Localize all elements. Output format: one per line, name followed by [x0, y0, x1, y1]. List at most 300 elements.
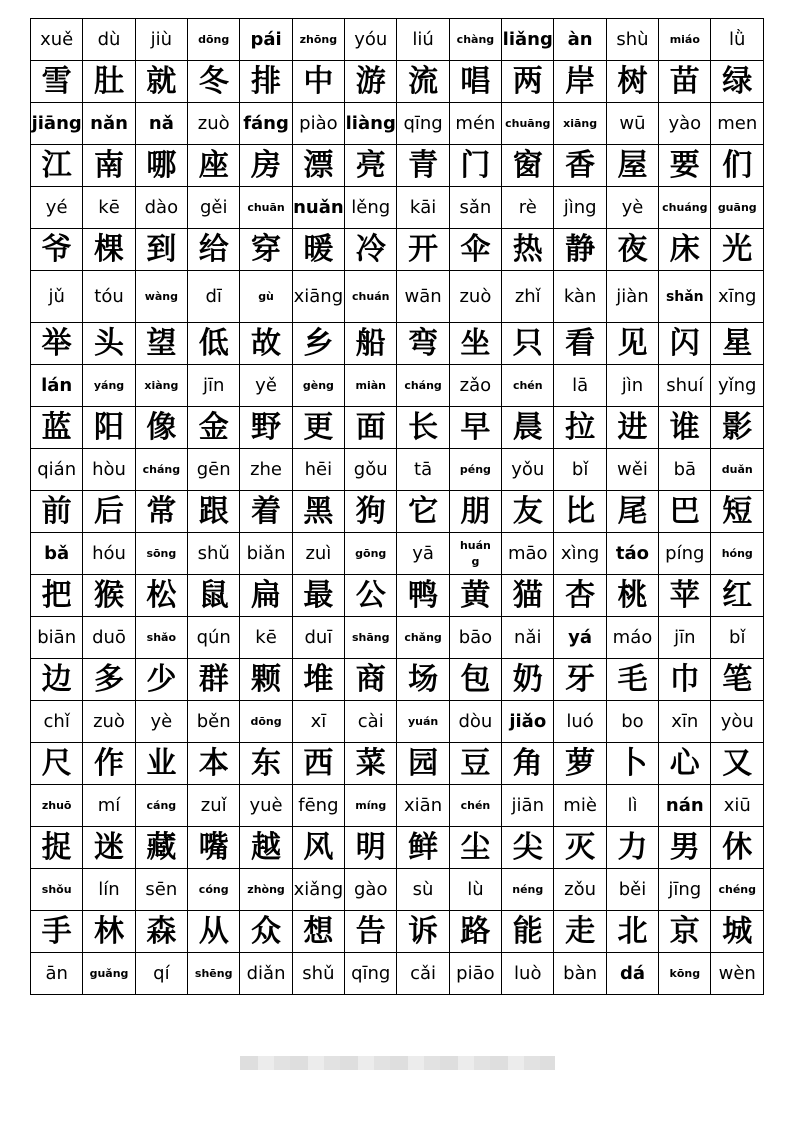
pinyin-cell: hēi [292, 449, 344, 491]
pinyin-cell: xiū [711, 785, 764, 827]
pinyin-cell: yuán [397, 701, 449, 743]
pinyin-cell: táo [606, 533, 658, 575]
pinyin-cell: zhǐ [502, 271, 554, 323]
pinyin-cell: yóu [345, 19, 397, 61]
pinyin-cell: dōng [240, 701, 292, 743]
hanzi-cell: 作 [83, 743, 135, 785]
pinyin-cell: chǎng [397, 617, 449, 659]
pinyin-cell: qián [31, 449, 83, 491]
pinyin-cell: yòu [711, 701, 764, 743]
hanzi-cell: 城 [711, 911, 764, 953]
pinyin-cell: zuǐ [188, 785, 240, 827]
pinyin-cell: zuò [188, 103, 240, 145]
pinyin-cell: cǎi [397, 953, 449, 995]
hanzi-cell: 黄 [449, 575, 501, 617]
pinyin-cell: biǎn [240, 533, 292, 575]
pinyin-cell: yá [554, 617, 606, 659]
hanzi-cell: 江 [31, 145, 83, 187]
pinyin-cell: běn [188, 701, 240, 743]
pinyin-cell: piào [292, 103, 344, 145]
pinyin-cell: shāng [345, 617, 397, 659]
pinyin-cell: tóu [83, 271, 135, 323]
pinyin-cell: kē [83, 187, 135, 229]
hanzi-cell: 阳 [83, 407, 135, 449]
pinyin-cell: rè [502, 187, 554, 229]
pinyin-cell: zhòng [240, 869, 292, 911]
hanzi-cell: 青 [397, 145, 449, 187]
pinyin-cell: gù [240, 271, 292, 323]
pinyin-cell: luò [502, 953, 554, 995]
pinyin-cell: chén [502, 365, 554, 407]
pinyin-cell: dá [606, 953, 658, 995]
pinyin-cell: bàn [554, 953, 606, 995]
pinyin-cell: yǐng [711, 365, 764, 407]
hanzi-cell: 明 [345, 827, 397, 869]
hanzi-cell: 树 [606, 61, 658, 103]
pinyin-row [31, 187, 764, 229]
hanzi-cell: 床 [659, 229, 711, 271]
pinyin-cell: yě [240, 365, 292, 407]
hanzi-cell: 商 [345, 659, 397, 701]
pinyin-cell: miè [554, 785, 606, 827]
pinyin-cell: huáng [449, 533, 501, 575]
pinyin-cell: nǎi [502, 617, 554, 659]
pinyin-cell: wān [397, 271, 449, 323]
hanzi-cell: 门 [449, 145, 501, 187]
pinyin-cell: zhōng [292, 19, 344, 61]
pinyin-cell: chuān [240, 187, 292, 229]
pinyin-cell: sōng [135, 533, 187, 575]
hanzi-pinyin-table [30, 18, 764, 995]
hanzi-cell: 萝 [554, 743, 606, 785]
hanzi-cell: 们 [711, 145, 764, 187]
pinyin-cell: dòu [449, 701, 501, 743]
pinyin-cell: xī [292, 701, 344, 743]
hanzi-cell: 苗 [659, 61, 711, 103]
hanzi-cell: 众 [240, 911, 292, 953]
hanzi-cell: 举 [31, 323, 83, 365]
pinyin-cell: shù [606, 19, 658, 61]
hanzi-cell: 男 [659, 827, 711, 869]
pinyin-cell: chéng [711, 869, 764, 911]
pinyin-cell: chén [449, 785, 501, 827]
hanzi-cell: 哪 [135, 145, 187, 187]
hanzi-cell: 热 [502, 229, 554, 271]
hanzi-cell: 群 [188, 659, 240, 701]
pinyin-cell: cháng [135, 449, 187, 491]
hanzi-row [31, 323, 764, 365]
hanzi-cell: 排 [240, 61, 292, 103]
hanzi-cell: 能 [502, 911, 554, 953]
hanzi-cell: 藏 [135, 827, 187, 869]
hanzi-cell: 游 [345, 61, 397, 103]
pinyin-cell: xiān [397, 785, 449, 827]
hanzi-cell: 角 [502, 743, 554, 785]
pinyin-cell: chuán [345, 271, 397, 323]
pinyin-cell: xīng [711, 271, 764, 323]
pinyin-cell: jiàn [606, 271, 658, 323]
hanzi-cell: 长 [397, 407, 449, 449]
hanzi-cell: 晨 [502, 407, 554, 449]
pinyin-cell: pái [240, 19, 292, 61]
pinyin-cell: wèn [711, 953, 764, 995]
hanzi-cell: 园 [397, 743, 449, 785]
pinyin-cell: men [711, 103, 764, 145]
hanzi-cell: 穿 [240, 229, 292, 271]
pinyin-cell: sēn [135, 869, 187, 911]
pinyin-cell: cài [345, 701, 397, 743]
pinyin-cell: lán [31, 365, 83, 407]
pinyin-cell: mén [449, 103, 501, 145]
pinyin-cell: miáo [659, 19, 711, 61]
pinyin-cell: liú [397, 19, 449, 61]
hanzi-row [31, 911, 764, 953]
hanzi-cell: 后 [83, 491, 135, 533]
hanzi-cell: 多 [83, 659, 135, 701]
pinyin-cell: xuě [31, 19, 83, 61]
hanzi-cell: 力 [606, 827, 658, 869]
pinyin-cell: kàn [554, 271, 606, 323]
pinyin-row [31, 271, 764, 323]
hanzi-cell: 边 [31, 659, 83, 701]
hanzi-cell: 苹 [659, 575, 711, 617]
pinyin-cell: qīng [345, 953, 397, 995]
hanzi-cell: 像 [135, 407, 187, 449]
pinyin-cell: jiāng [31, 103, 83, 145]
hanzi-cell: 给 [188, 229, 240, 271]
hanzi-cell: 南 [83, 145, 135, 187]
hanzi-cell: 要 [659, 145, 711, 187]
pinyin-cell: fáng [240, 103, 292, 145]
pinyin-cell: lì [606, 785, 658, 827]
pinyin-cell: gěi [188, 187, 240, 229]
pinyin-cell: bǐ [711, 617, 764, 659]
pinyin-cell: nǎn [83, 103, 135, 145]
pinyin-cell: luó [554, 701, 606, 743]
hanzi-cell: 东 [240, 743, 292, 785]
pinyin-cell: jìn [606, 365, 658, 407]
pinyin-cell: bǎ [31, 533, 83, 575]
hanzi-cell: 场 [397, 659, 449, 701]
pinyin-row [31, 533, 764, 575]
pinyin-cell: lǜ [711, 19, 764, 61]
pinyin-cell: diǎn [240, 953, 292, 995]
hanzi-cell: 猴 [83, 575, 135, 617]
hanzi-cell: 公 [345, 575, 397, 617]
hanzi-cell: 心 [659, 743, 711, 785]
pinyin-cell: shǒu [31, 869, 83, 911]
pinyin-cell: zǒu [554, 869, 606, 911]
pinyin-cell: cáng [135, 785, 187, 827]
pinyin-cell: yào [659, 103, 711, 145]
hanzi-cell: 尘 [449, 827, 501, 869]
hanzi-cell: 拉 [554, 407, 606, 449]
hanzi-cell: 唱 [449, 61, 501, 103]
hanzi-cell: 面 [345, 407, 397, 449]
hanzi-cell: 笔 [711, 659, 764, 701]
hanzi-cell: 看 [554, 323, 606, 365]
hanzi-cell: 西 [292, 743, 344, 785]
pinyin-cell: nuǎn [292, 187, 344, 229]
hanzi-cell: 影 [711, 407, 764, 449]
pinyin-row [31, 701, 764, 743]
hanzi-row [31, 491, 764, 533]
pinyin-cell: zhuō [31, 785, 83, 827]
hanzi-cell: 香 [554, 145, 606, 187]
pinyin-cell: shǎo [135, 617, 187, 659]
hanzi-cell: 想 [292, 911, 344, 953]
hanzi-row [31, 407, 764, 449]
hanzi-cell: 爷 [31, 229, 83, 271]
pinyin-cell: gēn [188, 449, 240, 491]
hanzi-cell: 就 [135, 61, 187, 103]
hanzi-cell: 尺 [31, 743, 83, 785]
pinyin-cell: sǎn [449, 187, 501, 229]
pinyin-cell: piāo [449, 953, 501, 995]
pinyin-cell: kāi [397, 187, 449, 229]
hanzi-cell: 跟 [188, 491, 240, 533]
pinyin-cell: miàn [345, 365, 397, 407]
pinyin-cell: māo [502, 533, 554, 575]
hanzi-cell: 迷 [83, 827, 135, 869]
pinyin-cell: cháng [397, 365, 449, 407]
pinyin-cell: xiàng [135, 365, 187, 407]
hanzi-cell: 星 [711, 323, 764, 365]
pinyin-cell: wěi [606, 449, 658, 491]
pinyin-cell: gōng [345, 533, 397, 575]
hanzi-cell: 业 [135, 743, 187, 785]
pinyin-cell: yuè [240, 785, 292, 827]
hanzi-cell: 扁 [240, 575, 292, 617]
hanzi-cell: 低 [188, 323, 240, 365]
pinyin-cell: dī [188, 271, 240, 323]
pinyin-cell: xiǎng [292, 869, 344, 911]
pinyin-cell: wàng [135, 271, 187, 323]
hanzi-cell: 夜 [606, 229, 658, 271]
pinyin-cell: jǔ [31, 271, 83, 323]
hanzi-cell: 漂 [292, 145, 344, 187]
hanzi-cell: 弯 [397, 323, 449, 365]
hanzi-cell: 乡 [292, 323, 344, 365]
hanzi-cell: 松 [135, 575, 187, 617]
pinyin-cell: zuò [83, 701, 135, 743]
hanzi-cell: 巾 [659, 659, 711, 701]
hanzi-cell: 巴 [659, 491, 711, 533]
hanzi-cell: 亮 [345, 145, 397, 187]
hanzi-cell: 短 [711, 491, 764, 533]
pinyin-cell: hóu [83, 533, 135, 575]
hanzi-cell: 屋 [606, 145, 658, 187]
hanzi-cell: 牙 [554, 659, 606, 701]
hanzi-cell: 诉 [397, 911, 449, 953]
pinyin-cell: píng [659, 533, 711, 575]
hanzi-cell: 冬 [188, 61, 240, 103]
pinyin-cell: zhe [240, 449, 292, 491]
hanzi-cell: 少 [135, 659, 187, 701]
pinyin-cell: qún [188, 617, 240, 659]
pinyin-row [31, 953, 764, 995]
hanzi-cell: 鲜 [397, 827, 449, 869]
hanzi-cell: 京 [659, 911, 711, 953]
pinyin-cell: zuì [292, 533, 344, 575]
pinyin-cell: duī [292, 617, 344, 659]
hanzi-cell: 船 [345, 323, 397, 365]
hanzi-cell: 告 [345, 911, 397, 953]
hanzi-cell: 蓝 [31, 407, 83, 449]
pinyin-cell: wū [606, 103, 658, 145]
pinyin-cell: guāng [711, 187, 764, 229]
hanzi-cell: 狗 [345, 491, 397, 533]
pinyin-cell: lěng [345, 187, 397, 229]
hanzi-cell: 两 [502, 61, 554, 103]
hanzi-cell: 更 [292, 407, 344, 449]
hanzi-cell: 奶 [502, 659, 554, 701]
hanzi-cell: 又 [711, 743, 764, 785]
pinyin-cell: nán [659, 785, 711, 827]
hanzi-row [31, 145, 764, 187]
pinyin-cell: shǔ [292, 953, 344, 995]
pinyin-cell: duǎn [711, 449, 764, 491]
pinyin-cell: yǒu [502, 449, 554, 491]
hanzi-cell: 嘴 [188, 827, 240, 869]
pinyin-cell: nǎ [135, 103, 187, 145]
pinyin-cell: jiǎo [502, 701, 554, 743]
pinyin-cell: zǎo [449, 365, 501, 407]
hanzi-cell: 闪 [659, 323, 711, 365]
pinyin-cell: gào [345, 869, 397, 911]
pinyin-cell: shǔ [188, 533, 240, 575]
hanzi-row [31, 229, 764, 271]
pinyin-cell: zuò [449, 271, 501, 323]
pinyin-cell: jiù [135, 19, 187, 61]
pinyin-cell: běi [606, 869, 658, 911]
pinyin-cell: míng [345, 785, 397, 827]
pinyin-cell: lā [554, 365, 606, 407]
hanzi-cell: 窗 [502, 145, 554, 187]
pinyin-cell: bo [606, 701, 658, 743]
pinyin-cell: jiān [502, 785, 554, 827]
pinyin-cell: bǐ [554, 449, 606, 491]
pinyin-cell: biān [31, 617, 83, 659]
hanzi-cell: 休 [711, 827, 764, 869]
hanzi-cell: 林 [83, 911, 135, 953]
hanzi-cell: 朋 [449, 491, 501, 533]
pinyin-cell: tā [397, 449, 449, 491]
table-body [31, 19, 764, 995]
hanzi-cell: 望 [135, 323, 187, 365]
hanzi-cell: 绿 [711, 61, 764, 103]
hanzi-cell: 猫 [502, 575, 554, 617]
hanzi-cell: 野 [240, 407, 292, 449]
pinyin-cell: xīn [659, 701, 711, 743]
pinyin-cell: dōng [188, 19, 240, 61]
pinyin-cell: lín [83, 869, 135, 911]
pinyin-cell: liàng [345, 103, 397, 145]
pinyin-cell: qí [135, 953, 187, 995]
hanzi-row [31, 61, 764, 103]
hanzi-cell: 伞 [449, 229, 501, 271]
hanzi-cell: 雪 [31, 61, 83, 103]
pinyin-cell: kē [240, 617, 292, 659]
hanzi-cell: 只 [502, 323, 554, 365]
hanzi-cell: 暖 [292, 229, 344, 271]
hanzi-cell: 到 [135, 229, 187, 271]
hanzi-cell: 开 [397, 229, 449, 271]
pinyin-cell: jīng [659, 869, 711, 911]
hanzi-cell: 走 [554, 911, 606, 953]
pinyin-cell: yáng [83, 365, 135, 407]
pinyin-cell: xiāng [292, 271, 344, 323]
pinyin-cell: shēng [188, 953, 240, 995]
pinyin-row [31, 103, 764, 145]
pinyin-cell: chuáng [659, 187, 711, 229]
hanzi-cell: 堆 [292, 659, 344, 701]
hanzi-cell: 最 [292, 575, 344, 617]
hanzi-cell: 杏 [554, 575, 606, 617]
pinyin-cell: chǐ [31, 701, 83, 743]
hanzi-cell: 光 [711, 229, 764, 271]
hanzi-cell: 金 [188, 407, 240, 449]
hanzi-cell: 棵 [83, 229, 135, 271]
pinyin-cell: fēng [292, 785, 344, 827]
pinyin-cell: jīn [188, 365, 240, 407]
pinyin-cell: jīn [659, 617, 711, 659]
hanzi-cell: 红 [711, 575, 764, 617]
hanzi-cell: 本 [188, 743, 240, 785]
hanzi-cell: 森 [135, 911, 187, 953]
pinyin-cell: bāo [449, 617, 501, 659]
hanzi-cell: 风 [292, 827, 344, 869]
pinyin-cell: dù [83, 19, 135, 61]
pinyin-cell: guǎng [83, 953, 135, 995]
hanzi-cell: 桃 [606, 575, 658, 617]
hanzi-row [31, 743, 764, 785]
pinyin-cell: chàng [449, 19, 501, 61]
hanzi-cell: 菜 [345, 743, 397, 785]
hanzi-cell: 卜 [606, 743, 658, 785]
hanzi-cell: 故 [240, 323, 292, 365]
pinyin-cell: bā [659, 449, 711, 491]
hanzi-cell: 座 [188, 145, 240, 187]
hanzi-cell: 着 [240, 491, 292, 533]
pinyin-cell: xìng [554, 533, 606, 575]
pinyin-cell: gǒu [345, 449, 397, 491]
pinyin-cell: néng [502, 869, 554, 911]
pinyin-cell: yè [606, 187, 658, 229]
hanzi-cell: 头 [83, 323, 135, 365]
pinyin-cell: shǎn [659, 271, 711, 323]
hanzi-cell: 前 [31, 491, 83, 533]
hanzi-cell: 鸭 [397, 575, 449, 617]
pinyin-row [31, 785, 764, 827]
pinyin-row [31, 449, 764, 491]
pinyin-cell: hóng [711, 533, 764, 575]
hanzi-cell: 进 [606, 407, 658, 449]
pinyin-cell: shuí [659, 365, 711, 407]
hanzi-cell: 见 [606, 323, 658, 365]
pinyin-cell: yā [397, 533, 449, 575]
pinyin-cell: liǎng [502, 19, 554, 61]
hanzi-cell: 中 [292, 61, 344, 103]
hanzi-cell: 谁 [659, 407, 711, 449]
hanzi-cell: 友 [502, 491, 554, 533]
pinyin-cell: xiāng [554, 103, 606, 145]
pinyin-cell: qīng [397, 103, 449, 145]
pinyin-cell: duō [83, 617, 135, 659]
hanzi-cell: 尖 [502, 827, 554, 869]
hanzi-cell: 尾 [606, 491, 658, 533]
hanzi-cell: 肚 [83, 61, 135, 103]
